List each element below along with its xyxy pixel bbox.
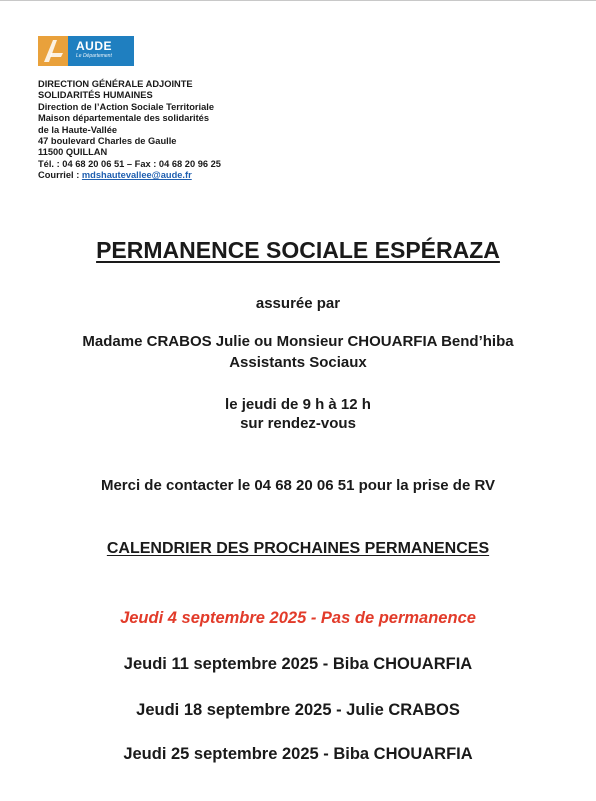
address-line: 47 boulevard Charles de Gaulle bbox=[38, 136, 177, 147]
contact-line: Merci de contacter le 04 68 20 06 51 pour la prise de RV bbox=[100, 477, 496, 494]
calendar-title bbox=[0, 540, 596, 558]
email-line bbox=[38, 170, 221, 181]
page-title bbox=[0, 237, 596, 264]
address-line: SOLIDARITÉS HUMAINES bbox=[38, 90, 153, 101]
top-divider bbox=[0, 0, 596, 1]
logo-tagline: Le Département bbox=[76, 53, 112, 59]
social-workers-role: Assistants Sociaux bbox=[229, 354, 367, 371]
logo-wordmark bbox=[68, 36, 134, 66]
calendar-date: Jeudi 25 septembre 2025 - Biba CHOUARFIA bbox=[123, 745, 473, 763]
aude-logo bbox=[38, 36, 134, 66]
address-line: Maison départementale des solidarités bbox=[38, 113, 210, 124]
address-line: de la Haute-Vallée bbox=[38, 124, 118, 135]
logo-name: AUDE bbox=[76, 39, 113, 53]
email-label: Courriel : bbox=[38, 170, 82, 181]
social-workers-names: Madame CRABOS Julie ou Monsieur CHOUARFIA Bend’hiba bbox=[82, 333, 514, 350]
calendar-title-text: CALENDRIER DES PROCHAINES PERMANENCES bbox=[106, 540, 490, 557]
appointment-note: sur rendez-vous bbox=[240, 415, 356, 432]
logo-mark-icon bbox=[38, 36, 68, 66]
page-title-text: PERMANENCE SOCIALE ESPÉRAZA bbox=[96, 237, 500, 263]
address-line: Tél. : 04 68 20 06 51 – Fax : 04 68 20 96 25 bbox=[38, 158, 221, 169]
calendar-date-cancelled: Jeudi 4 septembre 2025 - Pas de permanence bbox=[120, 609, 476, 627]
sender-address bbox=[38, 79, 221, 182]
email-link[interactable]: mdshautevallee@aude.fr bbox=[81, 170, 192, 181]
address-line: Direction de l’Action Sociale Territoriale bbox=[38, 101, 214, 112]
address-line: DIRECTION GÉNÉRALE ADJOINTE bbox=[38, 79, 193, 89]
calendar-date: Jeudi 11 septembre 2025 - Biba CHOUARFIA bbox=[123, 655, 473, 673]
schedule-day: le jeudi de 9 h à 12 h bbox=[225, 396, 371, 413]
address-line: 11500 QUILLAN bbox=[38, 147, 108, 158]
assured-by: assurée par bbox=[255, 295, 341, 312]
calendar-date: Jeudi 18 septembre 2025 - Julie CRABOS bbox=[136, 701, 460, 719]
